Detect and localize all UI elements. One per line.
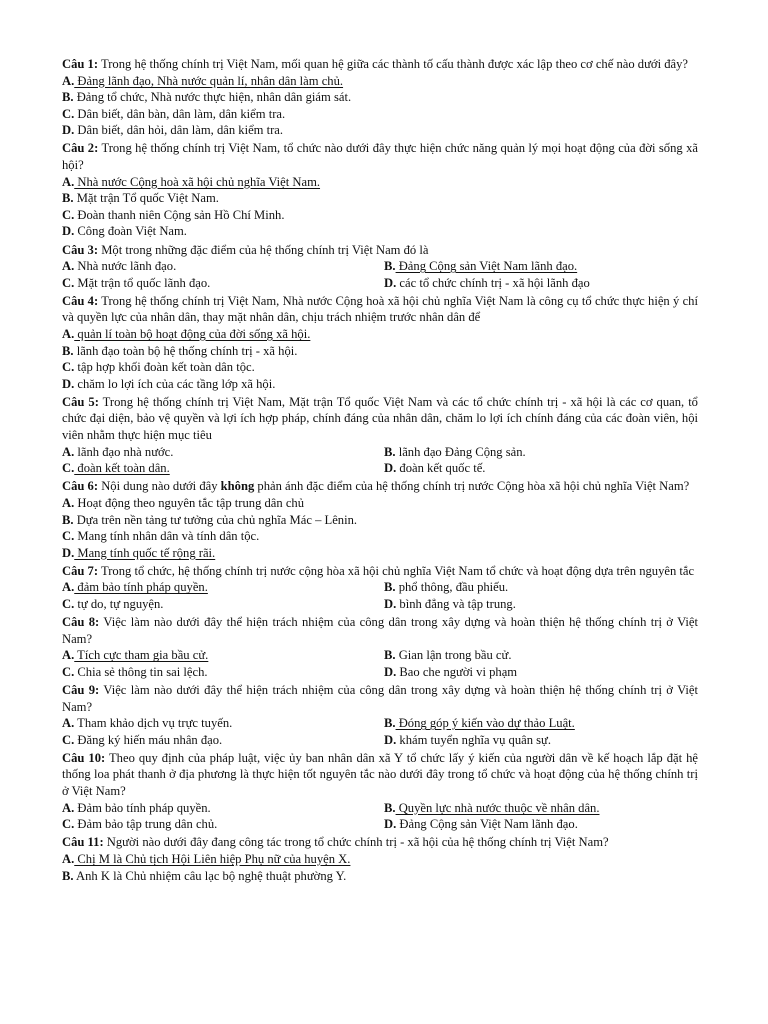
- option-b: B. Quyền lực nhà nước thuộc về nhân dân.: [384, 800, 600, 815]
- question-3: [62, 242, 698, 292]
- option-d: D. bình đẳng và tập trung.: [384, 597, 516, 611]
- question-label: Câu 11:: [62, 835, 104, 850]
- question-text: Trong hệ thống chính trị Việt Nam, tổ chức nào dưới đây thực hiện chức năng quản lý mọi hoạt động của đời sống xã hội?: [62, 141, 698, 173]
- question-label: Câu 3:: [62, 242, 99, 257]
- question-label: Câu 4:: [62, 293, 99, 308]
- question-label: Câu 9:: [62, 682, 100, 697]
- question-1: [62, 56, 698, 139]
- option-d: D. khám tuyển nghĩa vụ quân sự.: [384, 732, 552, 747]
- question-stem: [62, 140, 698, 173]
- question-text: Trong hệ thống chính trị Việt Nam, Nhà nước Cộng hoà xã hội chủ nghĩa Việt Nam là công cụ tổ chức thực hiện ý chí và quyền lực của nhân dân, thay mặt nhân dân, chịu trách nhiệm trước nhân dân để: [62, 293, 698, 325]
- option-c: C. Đảm bảo tập trung dân chủ.: [62, 817, 218, 832]
- question-8: [62, 614, 698, 680]
- question-stem: [62, 478, 698, 495]
- question-5: [62, 394, 698, 477]
- question-7: [62, 563, 698, 613]
- option-c: C. Đoàn thanh niên Cộng sản Hồ Chí Minh.: [62, 207, 285, 222]
- answer-options: [62, 174, 698, 240]
- question-text: phản ánh đặc điểm của hệ thống chính trị nước Cộng hòa xã hội chủ nghĩa Việt Nam?: [254, 479, 690, 494]
- option-b: B. Đóng góp ý kiến vào dự thảo Luật.: [384, 716, 575, 731]
- answer-options: [62, 258, 698, 291]
- question-stem: [62, 563, 698, 580]
- option-a: A. Chị M là Chủ tịch Hội Liên hiệp Phụ nữ của huyện X.: [62, 851, 351, 866]
- question-text: Trong hệ thống chính trị Việt Nam, Mặt trận Tổ quốc Việt Nam và các tổ chức chính trị - xã hội là các cơ quan, tổ chức đại diện, bảo vệ quyền và lợi ích hợp pháp, chính đáng của nhân dân, chăm lo lợi ích chính đáng của các đoàn viên, hội viên nhằm thực hiện mục tiêu: [62, 394, 698, 443]
- question-6: [62, 478, 698, 561]
- option-a: A. Nhà nước lãnh đạo.: [62, 259, 177, 274]
- option-c: C. Mặt trận tổ quốc lãnh đạo.: [62, 275, 211, 290]
- option-a: A. Hoạt động theo nguyên tắc tập trung dân chủ: [62, 495, 305, 510]
- option-d: D. Đảng Cộng sản Việt Nam lãnh đạo.: [384, 817, 578, 832]
- question-text: Trong tổ chức, hệ thống chính trị nước cộng hòa xã hội chủ nghĩa Việt Nam tổ chức và hoạt động dựa trên nguyên tắc: [98, 563, 695, 578]
- option-b: B. Đảng Cộng sản Việt Nam lãnh đạo.: [384, 259, 578, 274]
- question-text: Theo quy định của pháp luật, việc ủy ban nhân dân xã Y tổ chức lấy ý kiến của người dân về kế hoạch lắp đặt hệ thống loa phát thanh ở địa phương là thực hiện tốt nguyên tắc nào dưới đây trong tổ chức và hoạt động của hệ thống chính trị ở Việt Nam?: [62, 750, 698, 799]
- option-b: B. phổ thông, đầu phiếu.: [384, 580, 509, 595]
- question-text: Một trong những đặc điểm của hệ thống chính trị Việt Nam đó là: [98, 242, 429, 257]
- question-11: [62, 834, 698, 884]
- option-d: D. các tổ chức chính trị - xã hội lãnh đạo: [384, 275, 590, 290]
- question-label: Câu 1:: [62, 57, 99, 71]
- answer-options: [62, 647, 698, 680]
- option-c: C. Dân biết, dân bàn, dân làm, dân kiểm tra.: [62, 106, 286, 121]
- question-text: Nội dung nào dưới đây: [98, 479, 221, 494]
- option-a: A. Nhà nước Cộng hoà xã hội chủ nghĩa Việt Nam.: [62, 174, 321, 189]
- question-label: Câu 2:: [62, 141, 99, 156]
- question-2: [62, 140, 698, 240]
- option-a: A. Tích cực tham gia bầu cử.: [62, 648, 209, 663]
- option-b: B. lãnh đạo Đảng Cộng sản.: [384, 444, 526, 459]
- question-stem: [62, 394, 698, 444]
- answer-options: [62, 579, 698, 612]
- question-9: [62, 682, 698, 748]
- answer-options: [62, 444, 698, 477]
- answer-options: [62, 326, 698, 392]
- question-text: Việc làm nào dưới đây thể hiện trách nhiệm của công dân trong xây dựng và hoàn thiện hệ thống chính trị ở Việt Nam?: [62, 615, 698, 646]
- option-b: B. lãnh đạo toàn bộ hệ thống chính trị - xã hội.: [62, 343, 298, 358]
- option-a: A. Đảm bảo tính pháp quyền.: [62, 800, 211, 815]
- question-stem: [62, 834, 698, 851]
- question-label: Câu 5:: [62, 394, 99, 409]
- option-a: A. quản lí toàn bộ hoạt động của đời sống xã hội.: [62, 327, 311, 341]
- question-4: [62, 293, 698, 393]
- question-stem: [62, 242, 698, 259]
- option-d: D. Bao che người vi phạm: [384, 664, 518, 679]
- question-stem: [62, 614, 698, 647]
- option-b: B. Mặt trận Tổ quốc Việt Nam.: [62, 191, 219, 206]
- option-b: B. Anh K là Chủ nhiệm câu lạc bộ nghệ thuật phường Y.: [62, 868, 347, 883]
- question-stem: [62, 682, 698, 715]
- option-a: A. Tham khảo dịch vụ trực tuyến.: [62, 716, 233, 731]
- option-d: D. Công đoàn Việt Nam.: [62, 224, 187, 239]
- option-a: A. đảm bảo tính pháp quyền.: [62, 580, 208, 595]
- question-keyword: không: [220, 479, 255, 494]
- option-c: C. Mang tính nhân dân và tính dân tộc.: [62, 529, 260, 544]
- answer-options: [62, 800, 698, 833]
- option-c: C. đoàn kết toàn dân.: [62, 461, 170, 476]
- option-d: D. chăm lo lợi ích của các tầng lớp xã hội.: [62, 376, 276, 391]
- option-c: C. tự do, tự nguyện.: [62, 597, 164, 611]
- answer-options: [62, 715, 698, 748]
- question-label: Câu 7:: [62, 563, 99, 578]
- option-d: D. Mang tính quốc tế rộng rãi.: [62, 545, 216, 560]
- option-d: D. đoàn kết quốc tế.: [384, 461, 486, 476]
- answer-options: [62, 495, 698, 561]
- option-a: A. Đảng lãnh đạo, Nhà nước quản lí, nhân dân làm chủ.: [62, 73, 344, 88]
- question-10: [62, 750, 698, 833]
- question-stem: [62, 293, 698, 326]
- question-stem: [62, 56, 698, 73]
- question-label: Câu 6:: [62, 479, 99, 494]
- option-c: C. tập hợp khối đoàn kết toàn dân tộc.: [62, 360, 255, 375]
- question-label: Câu 10:: [62, 750, 106, 765]
- option-b: B. Gian lận trong bầu cử.: [384, 648, 512, 663]
- option-c: C. Đăng ký hiến máu nhân đạo.: [62, 732, 223, 747]
- option-c: C. Chia sẻ thông tin sai lệch.: [62, 664, 208, 679]
- option-b: B. Dựa trên nền tảng tư tưởng của chủ nghĩa Mác – Lênin.: [62, 512, 358, 527]
- option-d: D. Dân biết, dân hỏi, dân làm, dân kiểm tra.: [62, 123, 284, 138]
- question-text: Người nào dưới đây đang công tác trong tổ chức chính trị - xã hội của hệ thống chính trị Việt Nam?: [103, 835, 609, 850]
- answer-options: [62, 73, 698, 139]
- option-b: B. Đảng tổ chức, Nhà nước thực hiện, nhân dân giám sát.: [62, 90, 352, 105]
- question-text: Trong hệ thống chính trị Việt Nam, mối quan hệ giữa các thành tố cấu thành được xác lập theo cơ chế nào dưới đây?: [98, 57, 688, 71]
- answer-options: [62, 851, 698, 884]
- question-text: Việc làm nào dưới đây thể hiện trách nhiệm của công dân trong xây dựng và hoàn thiện hệ thống chính trị ở Việt Nam?: [62, 682, 698, 714]
- question-label: Câu 8:: [62, 615, 100, 630]
- question-stem: [62, 750, 698, 800]
- option-a: A. lãnh đạo nhà nước.: [62, 444, 174, 459]
